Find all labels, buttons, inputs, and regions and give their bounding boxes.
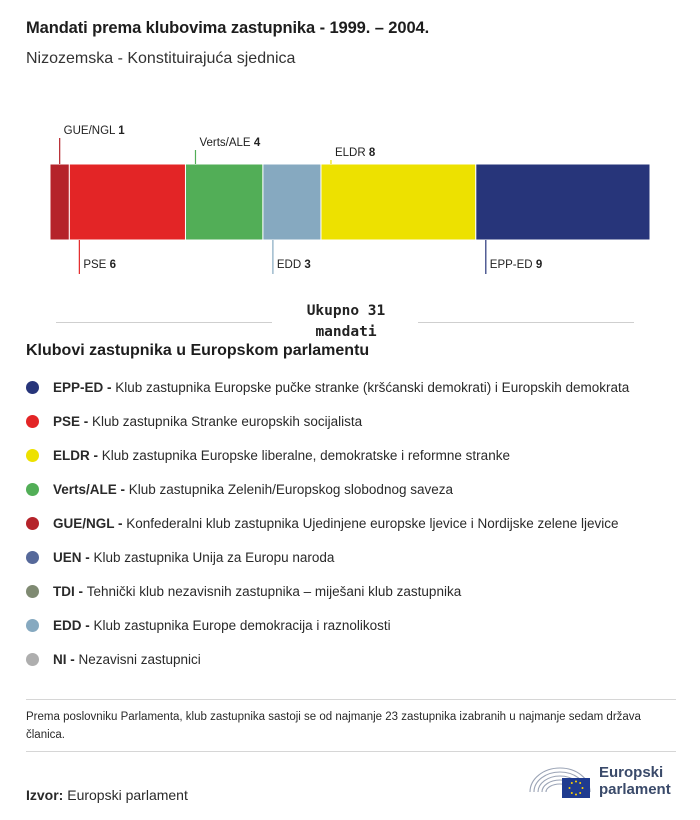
legend-title: Klubovi zastupnika u Europskom parlamentu [26,342,370,359]
legend-desc: Tehnički klub nezavisnih zastupnika – miješani klub zastupnika [83,583,462,599]
legend-item [26,472,629,506]
legend-desc: Klub zastupnika Europe demokracija i raznolikosti [89,617,391,633]
legend-swatch [26,619,39,632]
stacked-bar-chart [0,110,700,290]
legend-swatch [26,585,39,598]
europarl-logo [528,762,671,800]
segment-label-gue-ngl [64,125,126,137]
legend-swatch [26,551,39,564]
segment-value-gue-ngl: 1 [118,125,125,137]
legend-abbr: EDD - [53,617,90,633]
segment-value-verts-ale: 4 [253,137,261,149]
legend-item [26,540,629,574]
segment-name-edd: EDD [276,259,305,271]
footnote: Prema poslovniku Parlamenta, klub zastupnika sastoji se od najmanje 23 zastupnika izabranih u najmanje sedam država članica. [26,711,641,741]
segment-name-gue-ngl: GUE/NGL [63,125,119,137]
legend-desc: Klub zastupnika Zelenih/Europskog slobodnog saveza [125,481,453,497]
segment-value-eldr: 8 [368,147,376,159]
segment-value-pse: 6 [109,259,116,271]
legend-abbr: EPP-ED - [53,379,112,395]
legend-swatch [26,517,39,530]
total-divider-right [418,322,634,323]
legend-abbr: Verts/ALE - [53,481,126,497]
segment-value-edd: 3 [304,259,311,271]
segment-label-verts-ale [199,137,260,149]
segment-label-pse [83,259,116,271]
legend-desc: Nezavisni zastupnici [74,651,201,667]
parliament-hemicycle-icon [528,762,592,800]
chart-title: Mandati prema klubovima zastupnika - 1999. – 2004. [26,19,430,37]
legend-item [26,506,629,540]
logo-line-2: parlament [599,781,671,798]
legend-abbr: UEN - [53,549,90,565]
legend-abbr: NI - [53,651,75,667]
segment-name-eldr: ELDR [334,147,369,159]
segment-name-epp-ed: EPP-ED [489,259,536,271]
source-label: Izvor: [26,787,64,803]
bar-segment-eldr [321,164,476,240]
segment-value-epp-ed: 9 [535,259,543,271]
segment-label-edd [277,259,311,271]
footer-divider-bottom [26,751,676,752]
legend-abbr: GUE/NGL - [53,515,123,531]
legend-desc: Klub zastupnika Unija za Europu naroda [89,549,335,565]
legend-abbr: PSE - [53,413,89,429]
source-value: Europski parlament [67,787,188,803]
total-divider-left [56,322,272,323]
bar-segment-epp-ed [476,164,650,240]
legend-abbr: ELDR - [53,447,98,463]
segment-label-eldr [335,147,376,159]
legend-abbr: TDI - [53,583,83,599]
legend-item [26,404,629,438]
legend-desc: Klub zastupnika Stranke europskih socijalista [88,413,363,429]
legend-swatch [26,449,39,462]
legend-item [26,438,629,472]
legend-desc: Konfederalni klub zastupnika Ujedinjene europske ljevice i Nordijske zelene ljevice [122,515,619,531]
footer-divider-top [26,699,676,700]
legend-item [26,370,629,404]
legend-item [26,574,629,608]
segment-label-epp-ed [490,259,542,271]
bar-segment-edd [263,164,321,240]
bar-segment-verts-ale [185,164,262,240]
legend-swatch [26,483,39,496]
chart-subtitle: Nizozemska - Konstituirajuća sjednica [26,50,296,67]
legend-swatch [26,653,39,666]
bar-segment-gue-ngl [50,164,69,240]
logo-wordmark [599,764,671,798]
total-seats-label: Ukupno 31 mandati [306,303,386,340]
logo-line-1: Europski [599,764,664,781]
legend-item [26,642,629,676]
legend-swatch [26,415,39,428]
source [26,787,188,803]
segment-name-pse: PSE [83,259,110,271]
segment-name-verts-ale: Verts/ALE [199,137,254,149]
legend-desc: Klub zastupnika Europske pučke stranke (kršćanski demokrati) i Europskih demokrata [111,379,630,395]
legend-item [26,608,629,642]
legend-desc: Klub zastupnika Europske liberalne, demokratske i reformne stranke [98,447,510,463]
legend [26,370,629,676]
legend-swatch [26,381,39,394]
bar-segment-pse [69,164,185,240]
